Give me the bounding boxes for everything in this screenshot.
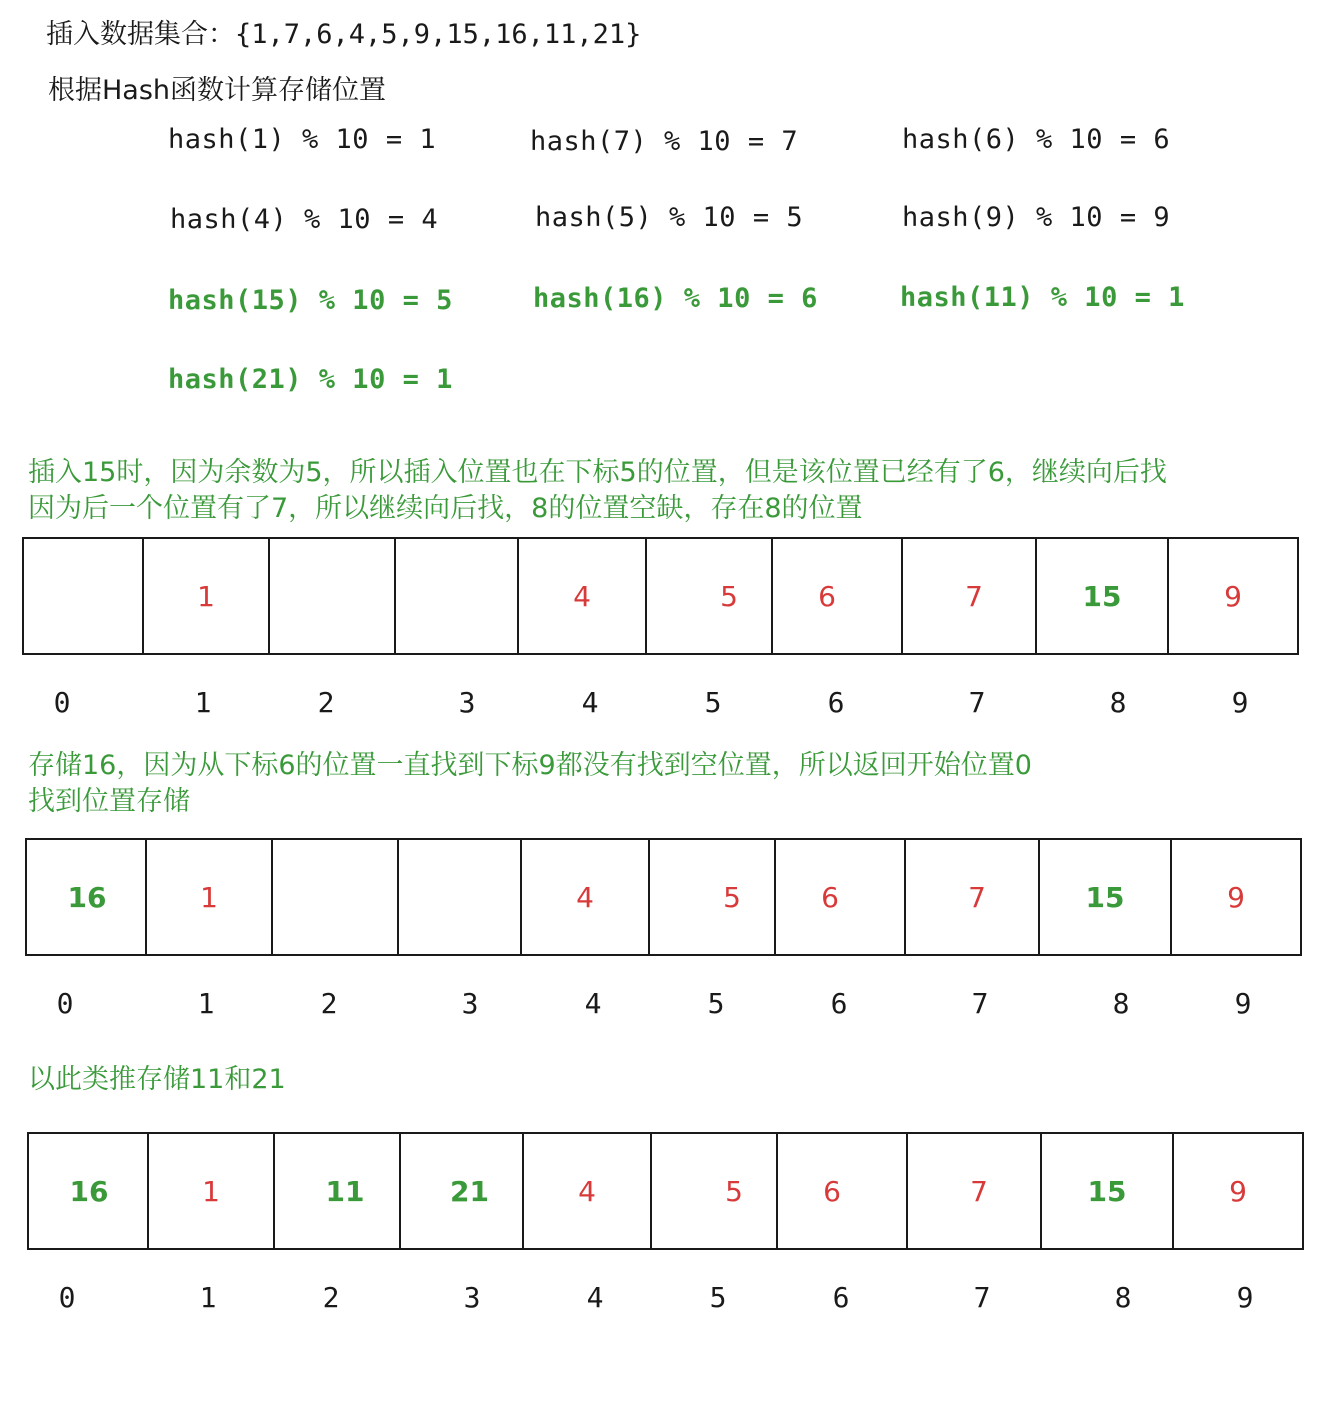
equation-green: hash(11) % 10 = 1 bbox=[900, 282, 1185, 313]
table-cell bbox=[771, 539, 901, 653]
cell-value: 4 bbox=[573, 579, 591, 613]
table-cell bbox=[517, 539, 645, 653]
index-label: 3 bbox=[461, 987, 479, 1020]
table-cell bbox=[273, 1134, 399, 1248]
index-label: 5 bbox=[707, 987, 725, 1020]
note-line: 因为后一个位置有了7，所以继续向后找，8的位置空缺，存在8的位置 bbox=[28, 493, 863, 524]
table-cell bbox=[1172, 1134, 1302, 1248]
note-line: 插入15时，因为余数为5，所以插入位置也在下标5的位置，但是该位置已经有了6，继续向后找 bbox=[28, 457, 1167, 488]
index-label: 0 bbox=[56, 987, 74, 1020]
index-label: 0 bbox=[58, 1281, 76, 1314]
index-label: 4 bbox=[581, 686, 599, 719]
cell-value: 4 bbox=[576, 880, 594, 914]
cell-value: 7 bbox=[970, 1174, 988, 1208]
note-line: 找到位置存储 bbox=[28, 786, 190, 817]
cell-value: 1 bbox=[200, 880, 218, 914]
cell-value: 6 bbox=[823, 1174, 841, 1208]
index-label: 8 bbox=[1114, 1281, 1132, 1314]
note-insert-15 bbox=[28, 455, 1167, 527]
equation: hash(1) % 10 = 1 bbox=[168, 124, 437, 155]
index-label: 5 bbox=[704, 686, 722, 719]
cell-value: 15 bbox=[1087, 1174, 1127, 1208]
table-cell bbox=[650, 1134, 776, 1248]
equation-green: hash(15) % 10 = 5 bbox=[168, 285, 453, 316]
index-label: 8 bbox=[1112, 987, 1130, 1020]
table-cell bbox=[774, 840, 904, 954]
equation: hash(5) % 10 = 5 bbox=[535, 202, 804, 233]
index-label: 9 bbox=[1236, 1281, 1254, 1314]
table-cell bbox=[1167, 539, 1297, 653]
table-cell bbox=[24, 539, 144, 653]
cell-value: 11 bbox=[325, 1174, 365, 1208]
dataset-values: {1,7,6,4,5,9,15,16,11,21} bbox=[235, 19, 642, 50]
index-label: 2 bbox=[320, 987, 338, 1020]
table-cell bbox=[1040, 1134, 1172, 1248]
table-cell bbox=[1038, 840, 1170, 954]
hash-table-3 bbox=[27, 1132, 1304, 1250]
table-cell bbox=[904, 840, 1038, 954]
index-label: 6 bbox=[832, 1281, 850, 1314]
hash-table-1 bbox=[22, 537, 1299, 655]
index-label: 7 bbox=[968, 686, 986, 719]
cell-value: 7 bbox=[968, 880, 986, 914]
index-label: 9 bbox=[1234, 987, 1252, 1020]
index-label: 2 bbox=[317, 686, 335, 719]
table-cell bbox=[1170, 840, 1300, 954]
equation-green: hash(16) % 10 = 6 bbox=[533, 283, 818, 314]
table-cell bbox=[27, 840, 147, 954]
equation: hash(7) % 10 = 7 bbox=[530, 126, 799, 157]
equation: hash(6) % 10 = 6 bbox=[902, 124, 1171, 155]
index-label: 3 bbox=[458, 686, 476, 719]
table-cell bbox=[1035, 539, 1167, 653]
cell-value: 9 bbox=[1229, 1174, 1247, 1208]
table-cell bbox=[147, 1134, 273, 1248]
cell-value: 7 bbox=[965, 579, 983, 613]
table-cell bbox=[901, 539, 1035, 653]
index-label: 1 bbox=[194, 686, 212, 719]
index-label: 6 bbox=[827, 686, 845, 719]
table-cell bbox=[906, 1134, 1040, 1248]
cell-value: 6 bbox=[821, 880, 839, 914]
table-cell bbox=[145, 840, 271, 954]
note-line: 存储16，因为从下标6的位置一直找到下标9都没有找到空位置，所以返回开始位置0 bbox=[28, 750, 1032, 781]
hash-table-2 bbox=[25, 838, 1302, 956]
dataset-label: 插入数据集合： bbox=[46, 19, 235, 50]
cell-value: 6 bbox=[818, 579, 836, 613]
cell-value: 15 bbox=[1082, 579, 1122, 613]
cell-value: 9 bbox=[1224, 579, 1242, 613]
index-label: 3 bbox=[463, 1281, 481, 1314]
cell-value: 5 bbox=[723, 880, 741, 914]
table-cell bbox=[268, 539, 394, 653]
table-cell bbox=[142, 539, 268, 653]
cell-value: 1 bbox=[202, 1174, 220, 1208]
equation-green: hash(21) % 10 = 1 bbox=[168, 364, 453, 395]
index-label: 6 bbox=[830, 987, 848, 1020]
note-store-16 bbox=[28, 748, 1032, 820]
index-label: 8 bbox=[1109, 686, 1127, 719]
subtitle: 根据Hash函数计算存储位置 bbox=[48, 75, 387, 106]
cell-value: 4 bbox=[578, 1174, 596, 1208]
cell-value: 16 bbox=[69, 1174, 109, 1208]
cell-value: 16 bbox=[67, 880, 107, 914]
cell-value: 1 bbox=[197, 579, 215, 613]
index-label: 4 bbox=[584, 987, 602, 1020]
equation: hash(9) % 10 = 9 bbox=[902, 202, 1171, 233]
index-label: 2 bbox=[322, 1281, 340, 1314]
cell-value: 9 bbox=[1227, 880, 1245, 914]
table-cell bbox=[776, 1134, 906, 1248]
table-cell bbox=[522, 1134, 650, 1248]
table-cell bbox=[29, 1134, 149, 1248]
index-label: 1 bbox=[199, 1281, 217, 1314]
index-label: 0 bbox=[53, 686, 71, 719]
index-label: 7 bbox=[973, 1281, 991, 1314]
index-label: 9 bbox=[1231, 686, 1249, 719]
equation: hash(4) % 10 = 4 bbox=[170, 204, 439, 235]
note-store-11-21: 以此类推存储11和21 bbox=[28, 1064, 286, 1095]
index-label: 1 bbox=[197, 987, 215, 1020]
cell-value: 21 bbox=[450, 1174, 489, 1208]
cell-value: 5 bbox=[720, 579, 738, 613]
table-cell bbox=[645, 539, 771, 653]
table-cell bbox=[271, 840, 397, 954]
dataset-title bbox=[46, 12, 641, 51]
table-cell bbox=[394, 539, 517, 653]
index-label: 5 bbox=[709, 1281, 727, 1314]
index-label: 7 bbox=[971, 987, 989, 1020]
table-cell bbox=[520, 840, 648, 954]
table-cell bbox=[397, 840, 520, 954]
table-cell bbox=[648, 840, 774, 954]
cell-value: 15 bbox=[1085, 880, 1125, 914]
table-cell bbox=[399, 1134, 522, 1248]
index-label: 4 bbox=[586, 1281, 604, 1314]
cell-value: 5 bbox=[725, 1174, 743, 1208]
